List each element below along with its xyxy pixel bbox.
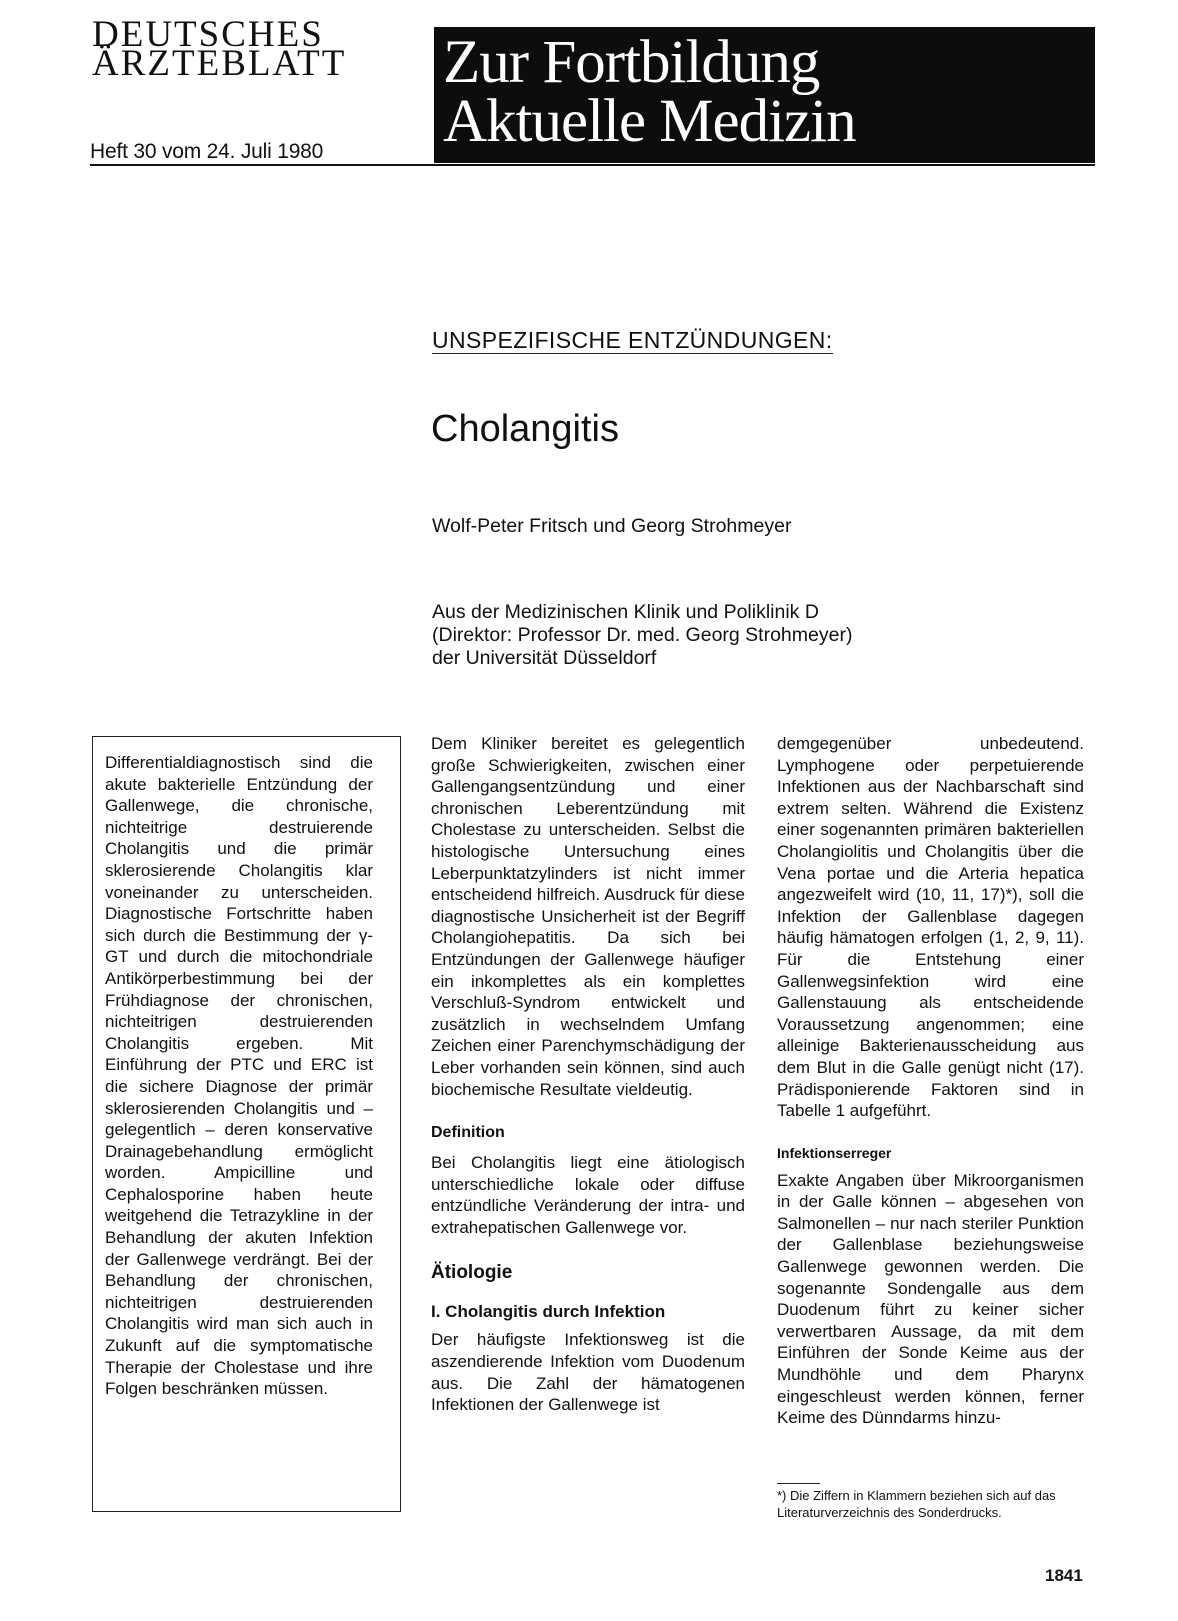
infection-heading: I. Cholangitis durch Infektion <box>431 1302 666 1322</box>
section-line-1: Zur Fortbildung <box>443 29 820 96</box>
infection-paragraph: Der häufigste Infektionsweg ist die aszendierende Infektion vom Duodenum aus. Die Zahl der hämatogenen Infektionen der Gallenwege ist <box>431 1330 745 1415</box>
journal-masthead <box>92 14 347 84</box>
article-authors: Wolf-Peter Fritsch und Georg Strohmeyer <box>432 515 792 537</box>
pathogen-heading: Infektionserreger <box>777 1144 892 1161</box>
footnote-rule <box>777 1483 820 1484</box>
page-number: 1841 <box>1045 1566 1083 1585</box>
text-column-1 <box>431 733 745 1416</box>
header-rule <box>90 164 1095 166</box>
column2-paragraph-1: demgegenüber unbedeutend. Lymphogene oder perpetuierende Infektionen aus der Nachbarschaft sind extrem selten. Während die Existenz einer sogenannten primären bakteriellen Cholangiolitis und Cholangitis über die Vena portae und die Arteria hepatica angezweifelt wird (10, 11, 17)*), soll die Infektion der Gallenblase dagegen häufig hämatogen erfolgen (1, 2, 9, 11). Für die Entstehung einer Gallenwegsinfektion wird eine Gallenstauung als entscheidende Voraussetzung angenommen; eine alleinige Bakterienausscheidung aus dem Blut in die Galle genügt nicht (17). Prädisponierende Faktoren sind in Tabelle 1 aufgeführt. <box>777 734 1084 1121</box>
summary-text <box>105 752 373 1400</box>
affiliation-line: der Universität Düsseldorf <box>432 647 657 669</box>
section-banner <box>434 27 1095 163</box>
section-line-2: Aktuelle Medizin <box>443 88 856 155</box>
intro-paragraph: Dem Kliniker bereitet es gelegentlich große Schwierigkeiten, zwischen einer Gallengangsentzündung und einer chronischen Leberentzündung mit Cholestase zu unterscheiden. Selbst die histologische Untersuchung eines Leberpunktatzylinders ist nicht immer entscheidend hilfreich. Ausdruck für diese diagnostische Unsicherheit ist der Begriff Cholangiohepatitis. Da sich bei Entzündungen der Gallenwege häufiger ein inkomplettes als ein komplettes Verschluß-Syndrom entwickelt und zusätzlich in wechselndem Umfang Zeichen einer Parenchymschädigung der Leber vorhanden sein können, sind auch biochemische Resultate vieldeutig. <box>431 734 745 1099</box>
footnote: *) Die Ziffern in Klammern beziehen sich auf das Literaturverzeichnis des Sonderdrucks. <box>777 1488 1056 1520</box>
issue-date: Heft 30 vom 24. Juli 1980 <box>90 140 324 163</box>
definition-heading: Definition <box>431 1124 505 1142</box>
article-title: Cholangitis <box>431 408 619 450</box>
article-topic: UNSPEZIFISCHE ENTZÜNDUNGEN: <box>432 327 833 353</box>
masthead-line-1: DEUTSCHES <box>92 14 324 55</box>
article-affiliation <box>432 601 852 670</box>
summary-paragraph: Differentialdiagnostisch sind die akute bakterielle Entzündung der Gallenwege, die chronische, nichteitrige destruierende Cholangitis und die primär sklerosierende Cholangitis klar voneinander zu unterscheiden. Diagnostische Fortschritte haben sich durch die Bestimmung der γ-GT und durch die mitochondriale Antikörperbestimmung bei der Frühdiagnose der chronischen, nichteitrigen destruierenden Cholangitis ergeben. Mit Einführung der PTC und ERC ist die sichere Diagnose der primär sklerosierenden Cholangitis und – gelegentlich – deren konservative Drainagebehandlung ermöglicht worden. Ampicilline und Cephalosporine haben heute weitgehend die Tetrazykline in der Behandlung der akuten Infektion der Gallenwege verdrängt. Bei der Behandlung der chronischen, nichteitrigen destruierenden Cholangitis wird man sich auch in Zukunft auf die symptomatische Therapie der Cholestase und ihre Folgen beschränken müssen. <box>105 753 373 1399</box>
aetiology-heading: Ätiologie <box>431 1262 513 1284</box>
masthead-line-2: ÄRZTEBLATT <box>92 43 347 84</box>
affiliation-line: (Direktor: Professor Dr. med. Georg Strohmeyer) <box>432 624 853 646</box>
definition-paragraph: Bei Cholangitis liegt eine ätiologisch unterschiedliche lokale oder diffuse entzündliche Veränderung der intra- und extrahepatischen Gallenwege vor. <box>431 1153 745 1237</box>
affiliation-line: Aus der Medizinischen Klinik und Poliklinik D <box>432 601 819 623</box>
column2-paragraph-2: Exakte Angaben über Mikroorganismen in der Galle können – abgesehen von Salmonellen – nur nach steriler Punktion der Gallenblase beziehungsweise Gallenwege gewonnen werden. Die sogenannte Sondengalle aus dem Duodenum führt zu keiner sicher verwertbaren Aussage, da mit dem Einführen der Sonde Keime aus der Mundhöhle und dem Pharynx eingeschleust werden können, ferner Keime des Dünndarms hinzu- <box>777 1170 1084 1428</box>
text-column-2 <box>777 733 1084 1429</box>
